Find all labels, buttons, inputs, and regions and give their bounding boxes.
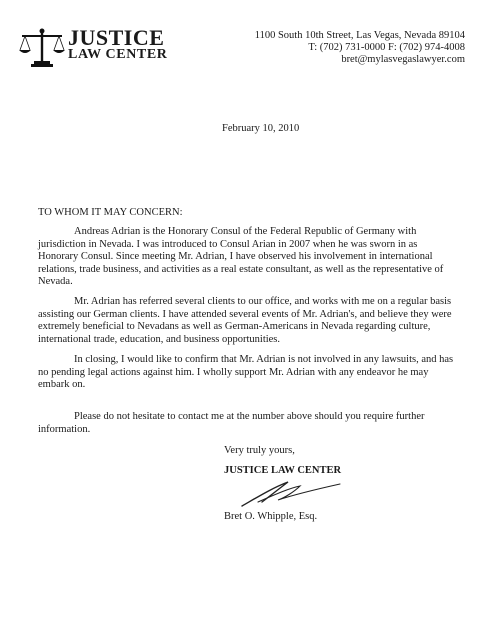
phone-fax: T: (702) 731-0000 F: (702) 974-4008 [308, 42, 465, 53]
email: bret@mylasvegaslawyer.com [341, 54, 465, 65]
signer-name: Bret O. Whipple, Esq. [224, 511, 318, 522]
address: 1100 South 10th Street, Las Vegas, Nevada 89104 [254, 30, 465, 41]
closing: Very truly yours, [224, 445, 295, 456]
paragraph: In closing, I would like to confirm that Mr. Adrian is not involved in any lawsuits, and has no pending legal actions against him. I wholly support Mr. Adrian with any endeavor he may embark on. [38, 354, 454, 391]
scales-of-justice-icon [18, 26, 66, 68]
letter-date: February 10, 2010 [222, 123, 300, 134]
paragraph: Mr. Adrian has referred several clients to our office, and works with me on a regular basis assisting our German clients. I have attended several events of Mr. Adrian's, and believe they were extremely beneficial to Nevadans as well as German-Americans in Nevada regarding culture, international trade, education, and business opportunities. [38, 296, 452, 345]
salutation: TO WHOM IT MAY CONCERN: [38, 207, 183, 218]
paragraph: Andreas Adrian is the Honorary Consul of the Federal Republic of Germany with jurisdiction in Nevada. I was introduced to Consul Arian in 2007 when he was sworn in as Honorary Consul. Since meeting Mr. Adrian, I have observed his involvement in international relations, trade business, and activities as a real estate consultant, as well as the representative of Nevada. [38, 226, 444, 288]
letterhead [0, 0, 491, 80]
handwritten-signature [228, 472, 348, 512]
firm-name-subtitle: LAW CENTER [68, 47, 168, 62]
firm-signature: JUSTICE LAW CENTER [224, 465, 342, 476]
paragraph: Please do not hesitate to contact me at the number above should you require further information. [38, 411, 425, 435]
firm-name: JUSTICE [68, 25, 165, 50]
